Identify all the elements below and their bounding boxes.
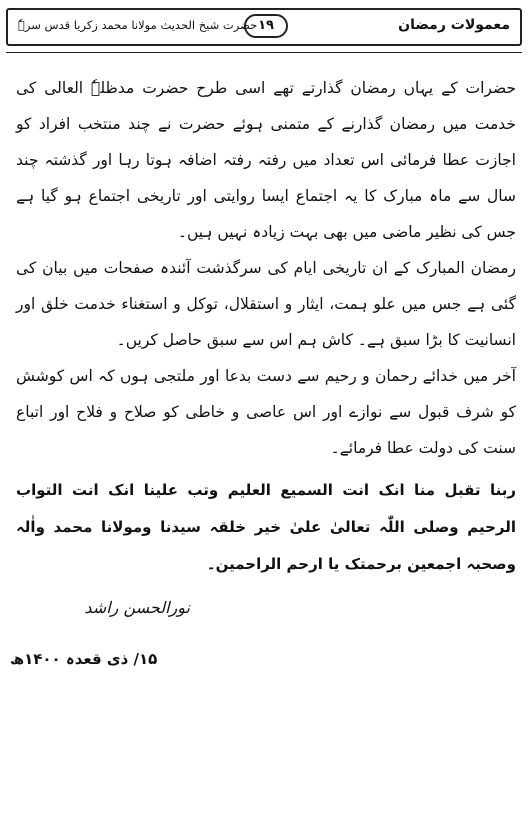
arabic-dua: ربنا تقبل منا انک انت السمیع العلیم وتب علینا انک انت التواب الرحیم وصلی اللّٰہ تعالیٰ علیٰ خیر خلقہ سیدنا ومولانا محمد واٰلہ وصحبہ اجمعین برحمتک یا ارحم الراحمین۔ xyxy=(16,481,516,573)
paragraph: رمضان المبارک کے ان تاریخی ایام کی سرگذشت آئندہ صفحات میں بیان کی گئی ہے جس میں علو ہمت، ایثار و استقلال، توکل و استغناء خدمت خلق اور انسانیت کا بڑا سبق ہے۔ کاش ہم اس سے سبق حاصل کریں۔ xyxy=(16,259,516,349)
body-text xyxy=(16,70,516,466)
paragraph: آخر میں خدائے رحمان و رحیم سے دست بدعا اور ملتجی ہوں کہ اس کوشش کو شرف قبول سے نوازے اور اس عاصی و خاطی کو صلاح و فلاح اور اتباع سنت کی دولت عطا فرمائے۔ xyxy=(16,367,516,457)
header-rule xyxy=(6,52,522,53)
running-title: معمولات رمضان xyxy=(398,17,510,33)
page-number: ١٩ xyxy=(244,14,288,38)
paragraph: حضرات کے یہاں رمضان گذارتے تھے اسی طرح حضرت مدظلہٗ العالی کی خدمت میں رمضان گذارنے کے متمنی ہوئے حضرت نے چند منتخب افراد کو اجازت عطا فرمائی اس تعداد میں رفتہ رفتہ اضافہ ہوتا رہا اور گذشتہ چند سال سے ماہ مبارک کا یہ اجتماع ایسا روایتی اور تاریخی اجتماع ہو گیا ہے جس کی نظیر ماضی میں بھی بہت زیادہ نہیں ہیں۔ xyxy=(16,79,516,241)
author-signature: نورالحسن راشد xyxy=(84,598,190,617)
running-subtitle: حضرت شیخ الحدیث مولانا محمد زکریا قدس سرہٗ xyxy=(18,18,258,32)
page-header xyxy=(6,8,522,46)
date-line: ۱۵/ ذی قعدہ ۱۴۰۰ھ xyxy=(10,650,158,668)
